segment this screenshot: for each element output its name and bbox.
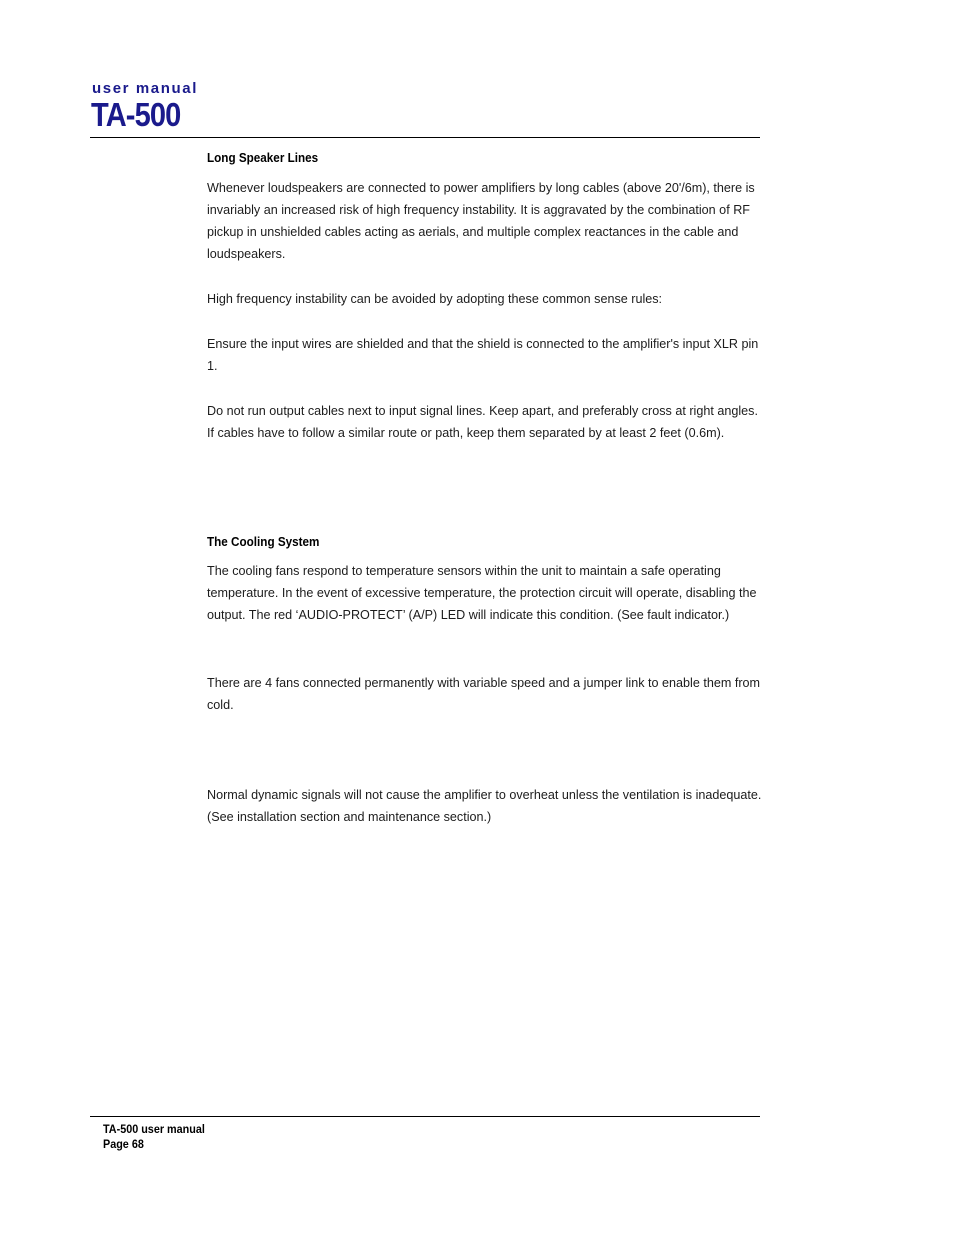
footer-manual-title: TA-500 user manual [103,1122,205,1136]
paragraph: High frequency instability can be avoided by adopting these common sense rules: [207,292,663,306]
header-subtitle: user manual [92,80,198,97]
paragraph: Normal dynamic signals will not cause the amplifier to overheat unless the ventilation is inadequate. (See installation section and maintenance section.) [207,788,762,824]
paragraph: Whenever loudspeakers are connected to power amplifiers by long cables (above 20'/6m), there is invariably an increased risk of high frequency instability. It is aggravated by the combination of RF pickup in unshielded cables acting as aerials, and multiple complex reactances in the cable and loudspeakers. [207,181,755,261]
paragraph: There are 4 fans connected permanently with variable speed and a jumper link to enable them from cold. [207,676,761,712]
paragraph: Do not run output cables next to input signal lines. Keep apart, and preferably cross at right angles. If cables have to follow a similar route or path, keep them separated by at least 2 feet (0.6m). [207,404,758,440]
section-heading-cooling-system: The Cooling System [207,534,320,549]
paragraph: Ensure the input wires are shielded and that the shield is connected to the amplifier's input XLR pin 1. [207,337,759,373]
footer-page-number: Page 68 [103,1137,144,1151]
header-divider [90,137,760,138]
footer-divider [90,1116,760,1117]
header-title: TA-500 [91,96,181,133]
section-heading-long-speaker-lines: Long Speaker Lines [207,150,319,165]
paragraph: The cooling fans respond to temperature sensors within the unit to maintain a safe operating temperature. In the event of excessive temperature, the protection circuit will operate, disabling the output. The red ‘AUDIO-PROTECT’ (A/P) LED will indicate this condition. (See fault indicator.) [207,564,757,622]
